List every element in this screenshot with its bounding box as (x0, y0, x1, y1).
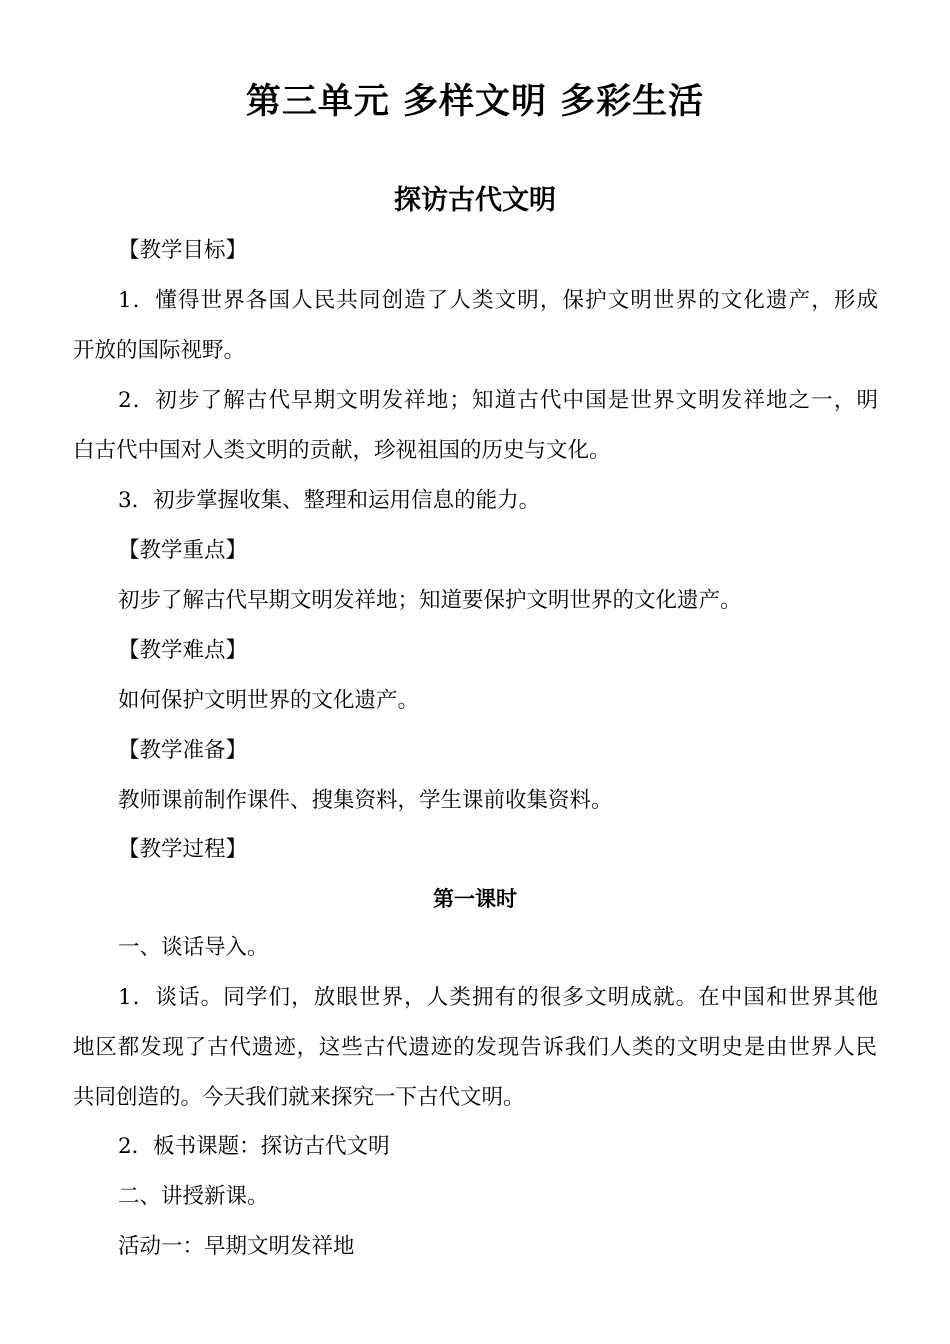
difficulties-text: 如何保护文明世界的文化遗产。 (118, 688, 420, 713)
objective-2-line-1: 2．初步了解古代早期文明发祥地；知道古代中国是世界文明发祥地之一，明 (118, 388, 878, 413)
activity-1: 活动一：早期文明发祥地 (118, 1234, 355, 1259)
difficulties-heading: 【教学难点】 (118, 638, 248, 663)
section-2-heading: 二、讲授新课。 (118, 1184, 269, 1209)
key-points-text: 初步了解古代早期文明发祥地；知道要保护文明世界的文化遗产。 (118, 588, 742, 613)
section-1-heading: 一、谈话导入。 (118, 935, 269, 960)
talk-line-3: 共同创造的。今天我们就来探究一下古代文明。 (73, 1085, 525, 1110)
preparation-text: 教师课前制作课件、搜集资料，学生课前收集资料。 (118, 788, 613, 813)
key-points-heading: 【教学重点】 (118, 538, 248, 563)
objective-1-line-1: 1．懂得世界各国人民共同创造了人类文明，保护文明世界的文化遗产，形成 (118, 288, 878, 313)
lesson-subtitle: 探访古代文明 (394, 185, 556, 216)
talk-line-1: 1．谈话。同学们，放眼世界，人类拥有的很多文明成就。在中国和世界其他 (118, 985, 878, 1010)
objectives-heading: 【教学目标】 (118, 238, 248, 263)
board-title: 2．板书课题：探访古代文明 (118, 1134, 390, 1159)
objective-1-line-2: 开放的国际视野。 (73, 338, 246, 363)
objective-3: 3．初步掌握收集、整理和运用信息的能力。 (118, 488, 541, 513)
lesson-period-title: 第一课时 (433, 886, 517, 911)
objective-2-line-2: 白古代中国对人类文明的贡献，珍视祖国的历史与文化。 (73, 438, 611, 463)
talk-line-2: 地区都发现了古代遗迹，这些古代遗迹的发现告诉我们人类的文明史是由世界人民 (73, 1035, 877, 1060)
preparation-heading: 【教学准备】 (118, 738, 248, 763)
process-heading: 【教学过程】 (118, 837, 248, 862)
document-title: 第三单元 多样文明 多彩生活 (245, 81, 705, 122)
